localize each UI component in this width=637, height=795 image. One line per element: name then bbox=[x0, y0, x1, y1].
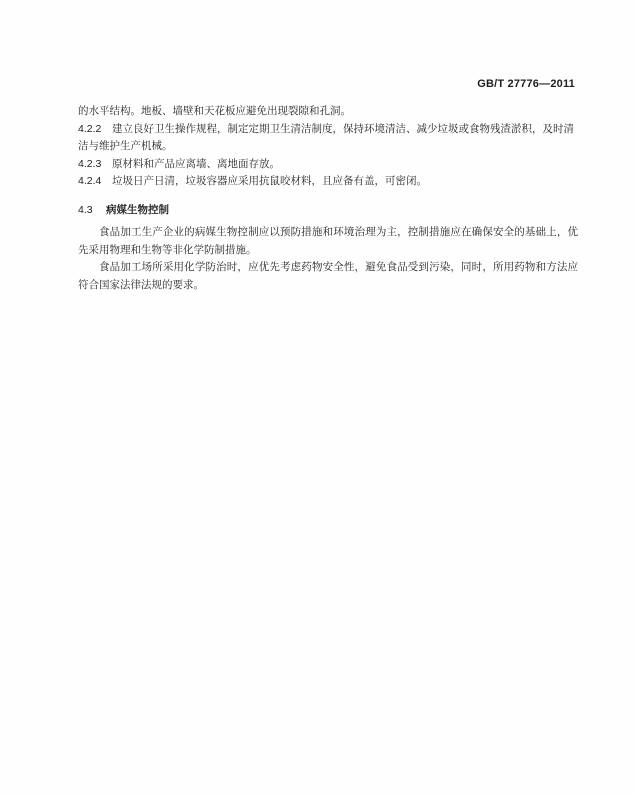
clause-number: 4.2.2 bbox=[78, 122, 102, 135]
standard-code: GB/T 27776—2011 bbox=[477, 78, 575, 90]
clause-4-2-2 bbox=[78, 121, 578, 156]
section-number: 4.3 bbox=[78, 203, 93, 216]
continuation-line: 的水平结构。地板、墙壁和天花板应避免出现裂隙和孔洞。 bbox=[78, 105, 351, 117]
clause-4-2-3 bbox=[78, 156, 578, 174]
section-title: 病媒生物控制 bbox=[106, 203, 169, 216]
section-heading-4-3 bbox=[78, 202, 578, 220]
clause-text: 原材料和产品应离墙、离地面存放。 bbox=[112, 157, 280, 170]
paragraph: 食品加工生产企业的病媒生物控制应以预防措施和环境治理为主，控制措施应在确保安全的基础上，优先采用物理和生物等非化学防制措施。 bbox=[78, 226, 578, 256]
clause-text: 垃圾日产日清，垃圾容器应采用抗鼠咬材料，且应备有盖，可密闭。 bbox=[112, 175, 427, 187]
clause-number: 4.2.4 bbox=[78, 175, 102, 187]
clause-text: 建立良好卫生操作规程，制定定期卫生清洁制度，保持环境清洁、减少垃圾或食物残渣淤积，及时清洁与维护生产机械。 bbox=[78, 122, 574, 152]
clause-number: 4.2.3 bbox=[78, 157, 102, 170]
clause-4-2-4 bbox=[78, 173, 578, 191]
paragraph: 食品加工场所采用化学防治时，应优先考虑药物安全性，避免食品受到污染，同时，所用药物和方法应符合国家法律法规的要求。 bbox=[78, 261, 578, 291]
page-content bbox=[78, 103, 578, 294]
